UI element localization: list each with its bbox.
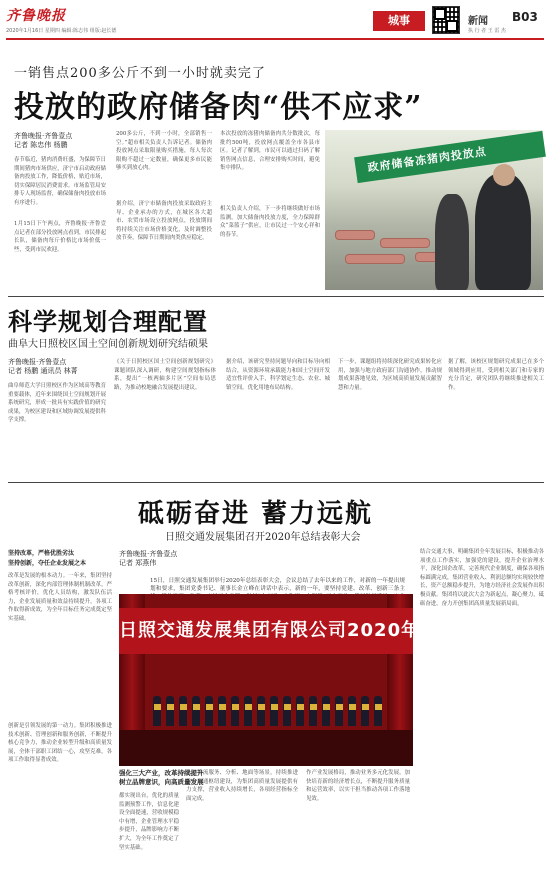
editor-credits: 执 行 者 王 雷 杰 xyxy=(468,28,506,34)
photo1-banner: 政府储备冻猪肉投放点 xyxy=(354,131,546,183)
photo-caption-line-1: 强化三大产业，改革持续提升 xyxy=(119,769,204,777)
story3-byline-reporters: 记者 郑燕伟 xyxy=(119,559,157,567)
story1-column-3b: 相关负责人介绍，下一步将继续做好市场监测，加大储备肉投放力度，全力保障群众“菜篮子”供应，让市民过一个安心祥和的春节。 xyxy=(220,206,320,238)
meat-display xyxy=(335,230,375,240)
story2-subhead: 曲阜大日照校区国土空间创新规划研究结硕果 xyxy=(8,339,208,350)
awardee-figure xyxy=(361,696,369,726)
awardee-figure xyxy=(205,696,213,726)
qr-code-icon xyxy=(432,6,460,34)
story3-side-head-1: 坚持改革，严格优胜劣汰 xyxy=(8,550,75,557)
story2-column-1: 曲阜师范大学日照校区作为区域高等教育重要载体，近年来围绕国土空间规划开展系统研究，形成一批具有实践价值的研究成果，为校区建设和区域协调发展提供科学支撑。 xyxy=(8,383,106,424)
story3-side-column-b: 创新是引领发展的第一动力。集团积极推进技术创新、管理创新和服务创新，不断提升核心竞争力，推动企业转型升级和高质量发展，全体干部职工团结一心，攻坚克难，各项工作取得显著成效。 xyxy=(8,723,112,764)
story2-column-5: 据了解，该校区规划研究成果已在多个领域得到应用，受到相关部门和专家的充分肯定，研究团队将继续推进相关工作。 xyxy=(448,359,544,391)
awardee-figure xyxy=(218,696,226,726)
header-divider xyxy=(6,38,544,40)
award-certificate xyxy=(154,704,161,710)
award-certificate xyxy=(284,704,291,710)
story2-headline: 科学规划合理配置 xyxy=(8,307,208,336)
awardee-figure xyxy=(283,696,291,726)
meat-display xyxy=(380,238,430,248)
story3-right-column: 结合交通大事，明确集团全年发展目标，积极推动各项重点工作落实，加强党的建设，提升企业治理水平，深化国企改革，完善现代企业制度，确保各项指标圆满完成，集团营业收入、利润总额均实现较快增长，资产总额稳步提升，为地方经济社会发展作出积极贡献。集团将以此次大会为新起点，凝心聚力，砥砺奋进，奋力开创集团高质量发展新局面。 xyxy=(420,549,544,607)
award-certificate xyxy=(323,704,330,710)
customer-figure xyxy=(435,194,469,290)
story2-byline-source: 齐鲁晚报·齐鲁壹点 xyxy=(8,358,67,366)
story1-headline: 投放的政府储备肉“供不应求” xyxy=(14,90,423,125)
photo2-banner: 日照交通发展集团有限公司2020年总结表彰大会 xyxy=(119,608,413,654)
newspaper-masthead: 齐鲁晚报 xyxy=(6,8,66,24)
award-certificate xyxy=(297,704,304,710)
section-name: 新闻 xyxy=(468,16,488,27)
story3-side-head-2: 坚持创新，夺任企业发展之本 xyxy=(8,560,87,567)
story2-byline-reporters: 记者 杨鹏 通讯员 林菁 xyxy=(8,367,78,375)
story1-kicker: 一销售点200多公斤不到一小时就卖完了 xyxy=(14,66,266,81)
award-certificate xyxy=(375,704,382,710)
awardee-figure xyxy=(257,696,265,726)
story1-byline-reporters: 记者 陈忠伟 杨鹏 xyxy=(14,141,68,149)
award-certificate xyxy=(310,704,317,710)
award-certificate xyxy=(336,704,343,710)
awardee-figure xyxy=(153,696,161,726)
story3-bottom-column-3: 作产业发展格局，推动业务多元化发展，加快培育新的经济增长点，不断提升服务质量和运营效率，以实干担当推动各项工作落地见效。 xyxy=(306,770,410,802)
meat-display xyxy=(345,254,405,264)
story3-bottom-column-1: 都实现出台，优化的质量监测预警工作，信息化建设全面提速，营收规模稳中有增，企业管理水平稳步提升，品牌影响力不断扩大，为全年工作奠定了坚实基础。 xyxy=(119,793,179,851)
award-certificate xyxy=(271,704,278,710)
story1-column-2b: 据介绍，济宁市储备肉投放采取政府主导、企业承办的方式，在城区各大超市、农贸市场设立投放网点，投放期间将持续关注市场价格变化，及时调整投放节奏，保障节日期间肉类供应稳定。 xyxy=(116,201,212,242)
story3-lead: 15日，日照交通发展集团举行2020年总结表彰大会，会议总结了去年以来的工作，对新的一年提出规划和要求，集团党委书记、董事长金立峰在讲话中表示，新的一年，要坚持党建、改革、创新三条主 xyxy=(150,578,405,592)
awardee-figure xyxy=(374,696,382,726)
story1-column-1: 春节临近，猪肉消费旺盛，为保障节日期间猪肉市场供应，济宁市启动政府储备肉投放工作，降低价格，贴近市场，切实保障居民消费需求。市场监管局安排专人现场监督，确保储备肉投放市场有序进行。 xyxy=(14,157,106,206)
story1-column-2: 200多公斤，不到一小时，全部销售一空。”超市相关负责人告诉记者。储备肉投放网点采取限量购买措施，每人每次限购不超过一定数量，确保更多市民能够买到放心肉。 xyxy=(116,131,212,172)
awardee-figure xyxy=(231,696,239,726)
issue-info: 2020年1月16日 星期四 编辑:陈志伟 组版:赵长德 xyxy=(6,28,117,34)
awardee-figure xyxy=(309,696,317,726)
awardee-figure xyxy=(244,696,252,726)
photo-caption-line-2: 树立品牌意识，向高质量发展 xyxy=(119,778,204,786)
award-certificate xyxy=(245,704,252,710)
awardee-figure xyxy=(348,696,356,726)
stage-floor xyxy=(119,730,413,766)
awardee-figure xyxy=(270,696,278,726)
story3-byline-source: 齐鲁晚报·齐鲁壹点 xyxy=(119,550,178,558)
story3-headline: 砥砺奋进 蓄力远航 xyxy=(138,499,374,529)
story3-subhead: 日照交通发展集团召开2020年总结表彰大会 xyxy=(165,532,361,543)
awardee-figure xyxy=(166,696,174,726)
customer-head xyxy=(493,164,515,186)
award-certificate xyxy=(167,704,174,710)
customer-figure xyxy=(475,174,531,290)
section-divider xyxy=(8,296,544,297)
story2-column-3: 据介绍，该研究坚持问题导向和目标导向相结合，从资源环境承载能力和国土空间开发适宜性评价入手，科学划定生态、农业、城镇空间，优化用地布局结构。 xyxy=(226,359,330,391)
award-certificate xyxy=(219,704,226,710)
story3-bottom-column-2: 队、物流服务、分析、地面等场景，持续推进综合交通枢纽建设，为集团高质量发展提供有力支撑，营业收入持续增长，各项经营指标全面完成。 xyxy=(186,770,298,802)
story3-side-column: 改革是发展的根本动力。一年来，集团坚持改革创新，深化内部管理体制机制改革，严格考核评价，优化人员结构，激发队伍活力，企业发展质量和效益持续提升，各项工作取得新成效，为全年目标任务完成奠定坚实基础。 xyxy=(8,573,112,622)
award-certificate xyxy=(206,704,213,710)
story2-column-4: 下一步，课题组将持续深化研究成果转化应用，加强与地方政府部门沟通协作，推动规划成果落地见效，为区域高质量发展贡献智慧和力量。 xyxy=(338,359,442,391)
award-certificate xyxy=(349,704,356,710)
award-certificate xyxy=(180,704,187,710)
awardee-figure xyxy=(335,696,343,726)
awardee-figure xyxy=(296,696,304,726)
story1-column-3: 本次投放的冻猪肉储备肉共分数批次，每批约500吨，投放网点覆盖全市各县市区。记者了解到，市民可以通过扫码了解销售网点信息，合理安排购买时间，避免集中排队。 xyxy=(220,131,320,172)
award-certificate xyxy=(232,704,239,710)
awardee-figure xyxy=(322,696,330,726)
award-certificate xyxy=(362,704,369,710)
awardee-figure xyxy=(192,696,200,726)
page-number: B03 xyxy=(512,10,538,24)
story1-photo xyxy=(325,130,543,290)
section-tag: 城事 xyxy=(373,11,425,31)
story3-photo xyxy=(119,594,535,766)
award-certificate xyxy=(258,704,265,710)
award-certificate xyxy=(193,704,200,710)
story2-column-2: 《关于日照校区国土空间创新规划研究》课题团队深入调研，构建空间规划指标体系，提出“一核两轴多片区”空间布局思路，为推动校地融合发展提出建议。 xyxy=(114,359,216,391)
awardee-figure xyxy=(179,696,187,726)
story1-byline-source: 齐鲁晚报·齐鲁壹点 xyxy=(14,132,73,140)
section-divider xyxy=(8,482,544,483)
story1-column-1b: 1月15日下午两点，齐鲁晚报·齐鲁壹点记者在部分投放网点看到，市民排起长队，储备肉每斤价格比市场价低一些，受到市民欢迎。 xyxy=(14,221,106,253)
